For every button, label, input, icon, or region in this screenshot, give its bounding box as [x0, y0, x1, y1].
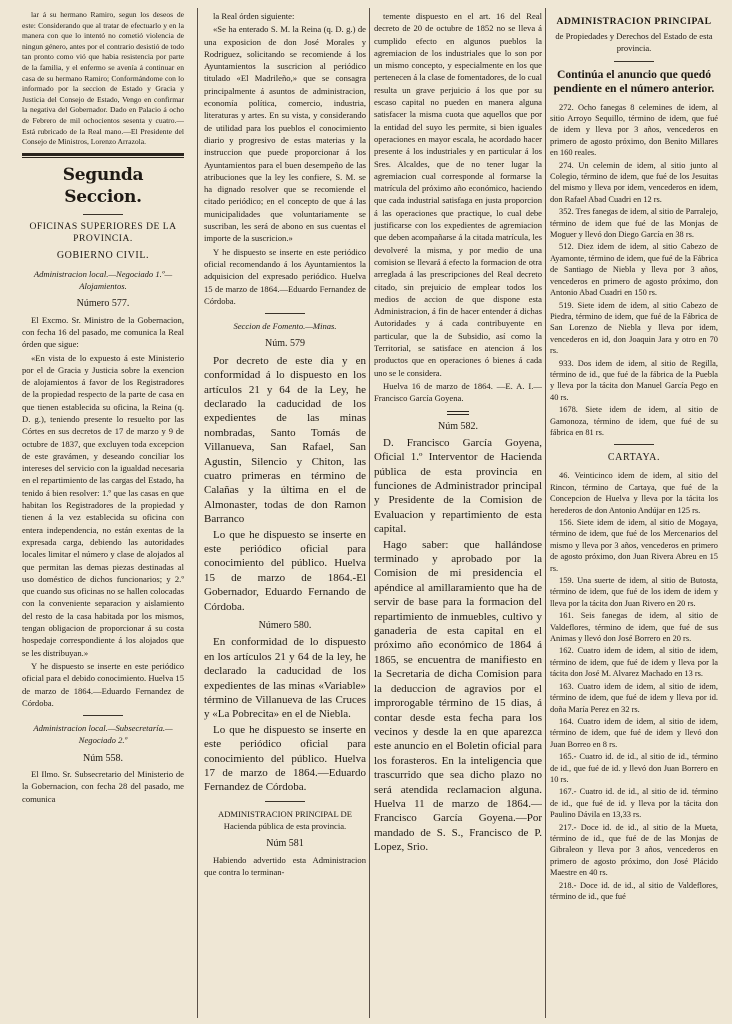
column-4 — [550, 10, 718, 1018]
divider — [614, 444, 654, 445]
notice-number: Núm 582. — [438, 420, 478, 432]
column-rule — [197, 8, 198, 1018]
entry-item: 352. Tres fanegas de idem, al sitio de Parralejo, término de idem que fué de las Monjas de Moguer y llevó don Diego García en 38 rs. — [550, 207, 718, 240]
section-title: Segunda Seccion. — [62, 164, 144, 207]
admin-heading: Administracion local.—Negociado 1.º—Alojamientos. — [33, 268, 173, 292]
paragraph: Y he dispuesto se inserte en este periódico oficial recomendando á los Ayuntamientos la adquisicion del expresado periódico. Huelva 15 de marzo de 1864.—Eduardo Fernandez de Córdoba. — [204, 246, 366, 306]
entry-item: 1678. Siete idem de idem, al sitio de Gamonoza, término de idem, que fué de su fábrica en 81 rs. — [550, 405, 718, 437]
entry-item: 165.- Cuatro id. de id., al sitio de id., término de id., que fué de id. y llevó don Juan Borrero en 10 rs. — [550, 752, 718, 784]
paragraph: «Se ha enterado S. M. la Reina (q. D. g.) de una exposicion de don José Morales y Rodriguez, solicitando se recomiende á los Ayuntamientos la suscricion al periódico titulado «El Madrileño,» que se consagra principalmente á asuntos de administracion, economía política, comercio, industria, literaturas y artes. En su vista, y considerando de utilidad para los pueblos el conocimiento diario y progresivo de estas materias y la instruccion que puede proporcionar á los Ayuntamientos para el buen desempeño de las atribuciones que la ley les confiere, S. M. se ha dignado resolver que se recomiende el citado periódico; en el concepto de que á las municipalidades que voluntariamente se suscriban, les será de abono en sus cuentas el importe de la suscricion.» — [204, 24, 366, 244]
entry-item: 156. Siete idem de idem, al sitio de Mogaya, término de idem, que fué de los Mercenarios del mismo y lleva por 3 años, vencederos en primero de agosto próximo, don Juan Rivera Abreu en 15 rs. — [550, 518, 718, 573]
offices-title: OFICINAS SUPERIORES DE LA PROVINCIA. — [29, 220, 177, 244]
divider — [265, 313, 305, 314]
notice-number: Núm 558. — [83, 752, 123, 764]
divider — [614, 61, 654, 62]
entry-item: 218.- Doce id. de id., al sitio de Valdeflores, término de id., que fué — [550, 880, 718, 901]
paragraph: la Real órden siguiente: — [213, 11, 295, 21]
entry-item: 159. Una suerte de idem, al sitio de Butosta, término de idem, que fué de los idem de idem y lleva por la tácita don Juan Rivero en 20 rs. — [550, 576, 718, 608]
town-heading: CARTAYA. — [607, 452, 661, 464]
paragraph: Habiendo advertido esta Administracion que contra lo terminan- — [204, 854, 366, 877]
entry-item: 272. Ocho fanegas 8 celemines de idem, al sitio Arroyo Sequillo, término de idem, que fué de idem y lleva por 3 años, vencederos en primero de agosto próximo, don Benito Millares en 160 reales. — [550, 102, 718, 158]
continuation-heading: Continúa el anuncio que quedó pendiente en el número anterior. — [553, 67, 715, 95]
paragraph: En conformidad de lo dispuesto en los artículos 21 y 64 de la ley, he declarado la caducidad de los expedientes de las minas «Variable» término de Villanueva de las Cruces y «La Pobrecita» en el de Niebla. — [204, 636, 366, 721]
divider — [447, 411, 469, 415]
paragraph: Y he dispuesto se inserte en este periódico oficial para el debido conocimiento. Huelva 15 de marzo de 1864.—Eduardo Fernandez de Córdoba. — [22, 660, 184, 708]
entry-item: 46. Veinticinco idem de idem, al sitio del Rincon, término de Cartaya, que fué de la Concepcion de Huelva y lleva por la tácita los herederos de don Antonio Andújar en 125 rs. — [550, 471, 718, 515]
paragraph: Hago saber: que hallándose terminado y aprobado por la Comision de mi presidencia el apéndice al amillaramiento que ha de servir de base para la formacion del repartimiento de inmuebles, cultivo y ganaderia de esta capital en el próximo año económico de 1864 á 1865, se encuentra de manifiesto en la Secretaria de dicha Comision para la deduccion de agravios por el improrogable término de 15 dias, á contar desde esta fecha para los vecinos y desde la en que aparezca este anuncio en el Boletin oficial para los forasteros. En la inteligencia que trascurrido que sea dicho plazo no será atendida reclamacion alguna. Huelva 11 de marzo de 1864.—Francisco García Goyena.—Por mandado de S. S., Francisco de P. Lopez, Srio. — [374, 538, 542, 854]
column-1 — [22, 10, 184, 1018]
divider — [83, 715, 123, 716]
entry-item: 167.- Cuatro id. de id., al sitio de id. término de id., que fué de id. y lleva por la tácita don Paulino Dávila en 13,33 rs. — [550, 787, 718, 820]
entry-item: 933. Dos idem de idem, al sitio de Regilla, término de id., que fué de la fábrica de la Puebla y lleva por la tácita don Manuel García Pego en 40 rs. — [550, 358, 718, 402]
paragraph: El Excmo. Sr. Ministro de la Gobernacion, con fecha 16 del pasado, me comunica la Real órden que sigue: — [22, 314, 184, 350]
notice-number: Número 577. — [76, 298, 130, 310]
admin-principal-heading: ADMINISTRACION PRINCIPAL DE Hacienda pública de esta provincia. — [217, 808, 352, 832]
entry-item: 519. Siete idem de idem, al sitio Cabezo de Piedra, término de idem, que fué de la Fábrica de San Lorenzo de Niebla y lleva por idem, vencederos en id, don Joaquin Jara y otro en 70 rs. — [550, 300, 718, 356]
admin-subheading: de Propiedades y Derechos del Estado de esta provincia. — [555, 31, 713, 54]
column-rule — [369, 8, 370, 1018]
entry-item: 274. Un celemin de idem, al sitio junto al Colegio, término de idem, que fué de los Jesuitas del mismo y lleva por idem, vencederos en idem, don Rafael Abad Cuadri en 12 rs. — [550, 160, 718, 204]
entry-item: 164. Cuatro idem de idem, al sitio de idem, término de idem, que fué de idem y llevó don Juan Borreo en 8 rs. — [550, 716, 718, 749]
paragraph: Lo que he dispuesto se inserte en este periódico oficial para conocimiento del público. Huelva 15 de marzo de 1864.-El Gobernador, Eduardo Fernando de Córdoba. — [204, 528, 366, 613]
notice-number: Núm 581 — [266, 838, 304, 850]
paragraph: Por decreto de este dia y en conformidad á lo dispuesto en los artículos 21 y 64 de la Ley, he declarado la caducidad de los expedientes de las minas nombradas, Santo Tomás de Villanueva, San Rafael, San Agustin, Silencio y Chiton, las cuatro primeras en término de Calañas y la última en el de Almonaster, todas de don Ramon Barranco — [204, 354, 366, 526]
paragraph-royal-decree-end: lar á su hermano Ramiro, segun los deseos de este: Considerando que al tratar de efectuarlo y en la manera con que lo intentó no cometió violencia de ningun género, antes por el contrario desistió de todo tan pronto como vió que habia resistencia por parte de la familia, y el enfermo se avenía á continuar en casa de su hermano Ramiro; Conformándome con lo informado por la seccion de Estado y Gracia y Justicia del Consejo de Estado, Vengo en confirmar la negativa del Gobernador. Dado en Palacio á ocho de Febrero de mil ochocientos sesenta y cuatro.— Está rubricado de la Real mano.—El Presidente del Consejo de Ministros, Lorenzo Arrazola. — [22, 10, 184, 147]
column-rule — [545, 8, 546, 1018]
entry-item: 512. Diez idem de idem, al sitio Cabezo de Ayamonte, término de idem, que fué de la Fábrica de Santiago de Niebla y lleva por 3 años, vencederos en primero de agosto próximo, don Antonio Abad Cuadri en 150 rs. — [550, 242, 718, 298]
paragraph: «En vista de lo expuesto á este Ministerio por el de Gracia y Justicia sobre la exencion de alojamientos á favor de los Registradores de la propiedad respecto de la parte de casa en que tienen establecida su oficina, la Reina (q. D. g.), teniendo presente lo resuelto por las Córtes en sus decretos de 17 de marzo y 9 de octubre de 1837, que excluyen toda excepcion de este gravámen, y deseando conciliar los intereses del servicio con la igualdad necesaria en el repartimiento de las cargas del Estado, ha tenido á bien resolver: 1.º que las casas en que habitan los Registradores de la propiedad y tienen á la vez establecida su oficina con entera independencia, no están exentas de la expresada carga, debiendo las autoridades locales limitar el número y clase de alojados al que permitan las demas piezas destinadas al uso doméstico de dichos funcionarios; y 2.º que cuando sus oficinas no se hallen colocadas con la conveniente separacion y aislamiento del resto de la casa habitada por los mismos, tengan obligacion de proporcionar á su costa hospedaje correspondiente á los alojados que se les distribuyan.» — [22, 352, 184, 658]
notice-number: Núm. 579 — [265, 338, 305, 350]
section-rule — [22, 153, 184, 156]
column-3 — [374, 10, 542, 1018]
entries-list — [550, 102, 718, 439]
entry-item: 217.- Doce id. de id., al sitio de la Mueta, término de id., que fué de de las Monjas de Gibraleon y lleva por 3 años, vencederos en primero de agosto próximo, don José Plácido Maestre en 40 rs. — [550, 822, 718, 878]
entry-item: 161. Seis fanegas de idem, al sitio de Valdeflores, término de idem, que fué de sus Animas y llevó don José Borrero en 20 rs. — [550, 611, 718, 644]
gobierno-title: GOBIERNO CIVIL. — [56, 249, 150, 261]
entry-item: 162. Cuatro idem de idem, al sitio de idem, término de idem, que fué de idem y lleva por la tácita don José M. Alvarez Machado en 13 rs. — [550, 646, 718, 679]
paragraph: Lo que he dispuesto se inserte en este periódico oficial para conocimiento del público. Huelva 17 de marzo de 1864.—Eduardo Fernandez de Córdoba. — [204, 723, 366, 794]
paragraph: El Ilmo. Sr. Subsecretario del Ministerio de la Gobernacion, con fecha 28 del pasado, me comunica — [22, 769, 184, 804]
notice-number: Número 580. — [258, 620, 312, 632]
paragraph: Huelva 16 de marzo de 1864. —E. A. I.—Francisco García Goyena. — [374, 380, 542, 404]
paragraph: D. Francisco García Goyena, Oficial 1.º Interventor de Hacienda pública de esta provincia en funciones de Administrador principal y Presidente de la Comision de Evaluacion y repartimiento de esta capital. — [374, 436, 542, 536]
section-rule — [22, 157, 184, 158]
entry-item: 163. Cuatro idem de idem, al sitio de idem, término de idem, que fué de idem y lleva por id. doña María Perez en 32 rs. — [550, 681, 718, 714]
divider — [265, 801, 305, 802]
divider — [83, 214, 123, 215]
admin-heading: ADMINISTRACION PRINCIPAL — [556, 16, 712, 27]
admin-heading: Administracion local.—Subsecretaría.—Negociado 2.º — [33, 723, 173, 746]
paragraph: temente dispuesto en el art. 16 del Real decreto de 20 de octubre de 1852 no se lleva á cumplido efecto en algunos pueblos la agremiacion de los industriales que lo son por un mismo concepto, y especialmente en los que pertenecen á la clase de fomentadores, de lo cual resulta un grave perjuicio á los que por su escaso capital no pueden en manera alguna satisfacer la misma cuota que aquellos que por la entidad del suyo les permite, si bien iguales operaciones en mayor escala, he acordado hacer presente á los industriales y en particular á los Sres. Alcaldes, que de no tener lugar la agremiacion cual corresponde al formarse la matrícula del próximo año económico, haciendo que cada industrial satisfaga en justa proporcion á las operaciones que practique, lo cual debe justificarse con los expedientes de agremiacion que deben acompañarse á la citada matrícula, les devolveré la misma, y por medio de una comision se llevará á efecto la formacion de otra arreglada á las prescripciones del Real decreto citado, sin prejuicio de emplear todos los medios de accion de que dispone esta Administracion, á fin de hacer entender á dichas Autoridades y á cada contribuyente en particular, que la de Subsidio, así como la Territorial, se satisface en atencion á los productos que en operaciones ó bienes á cada uno se le considera. — [374, 11, 542, 378]
entries-list — [550, 470, 718, 902]
column-2 — [204, 10, 366, 1018]
fomento-heading: Seccion de Fomento.—Minas. — [233, 321, 337, 332]
